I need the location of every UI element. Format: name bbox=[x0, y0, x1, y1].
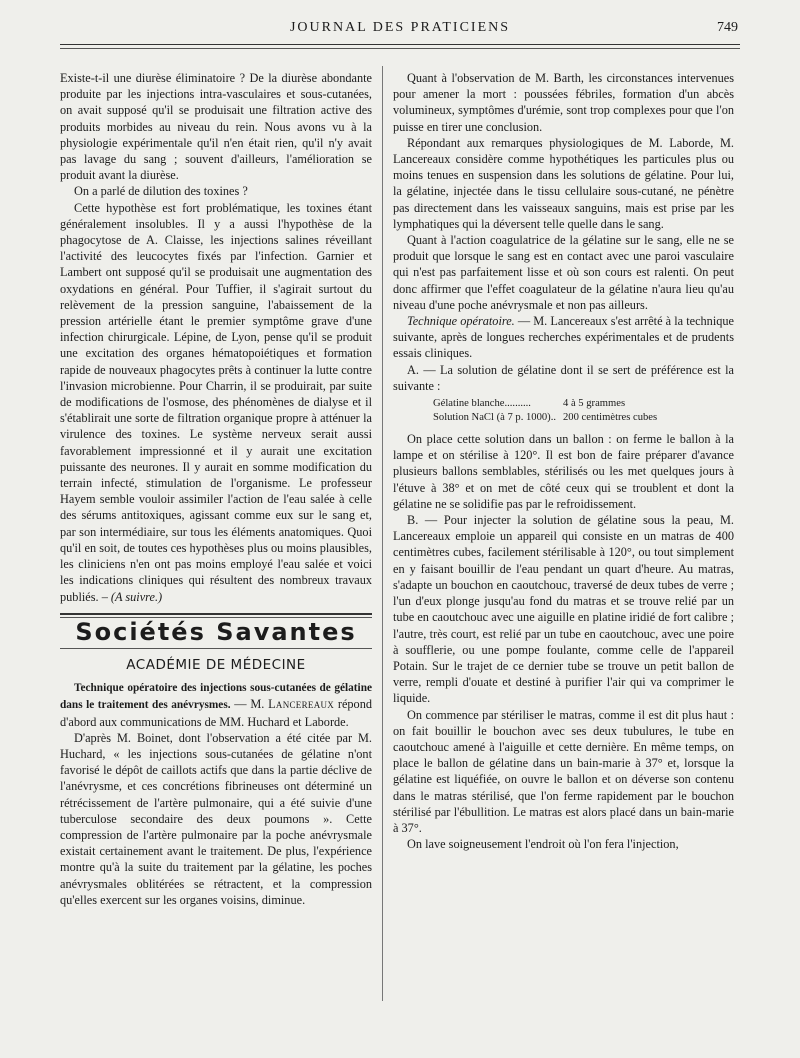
paragraph-diurese: Existe-t-il une diurèse éliminatoire ? De la diurèse abondante produite par les injections intra-vasculaires et sous-cutanées, on avait supposé qu'il se produisait une filtration active des produits morbides au niveau du rein. Nous avons vu à la physiologie expérimentale qu'il n'en était rien, qu'il n'y avait pas lavage du sang ; souvent d'ailleurs, l'amélioration se produit avant la diurèse. bbox=[60, 71, 372, 183]
journal-title: JOURNAL DES PRATICIENS bbox=[289, 20, 511, 35]
lead-dash: — M. bbox=[230, 697, 269, 712]
recipe-ingredient: Gélatine blanche.......... bbox=[433, 398, 531, 410]
paragraph-laborde: Répondant aux remarques physiologiques de M. Laborde, M. Lancereaux considère comme hypothétiques les particules plus ou moins tenues en suspension dans les solutions de gélatine. Pour lui, la gélatine, injectée dans le tissu cellulaire sous-cutané, ne pénètre pas directement dans les vaisseaux sanguins, mais est prise par les lymphatiques qui la déversent telle quelle dans le sang. bbox=[393, 135, 734, 231]
technique-text: — M. Lancereaux s'est arrêté à la technique suivante, après de longues recherches expérimentales et de prudents essais cliniques. bbox=[393, 314, 734, 361]
paragraph-coagulation: Quant à l'action coagulatrice de la gélatine sur le sang, elle ne se produit que lorsque le sang est en contact avec une paroi vasculaire qui n'est pas parfaitement lisse et où son cours est ralenti. On peut donc affirmer que l'effet coagulateur de la gélatine n'aura lieu qu'au niveau d'une poche anévrysmale et non pas ailleurs. bbox=[393, 233, 734, 312]
paragraph-solution: A. — La solution de gélatine dont il se sert de préférence est la suivante : bbox=[393, 362, 734, 393]
to-follow-note: – (A suivre.) bbox=[101, 589, 163, 604]
lead-rest: répond d'abord aux communications de MM. Huchard et Laborde. bbox=[60, 697, 373, 729]
recipe-ingredient: Solution NaCl (à 7 p. 1000).. bbox=[433, 412, 556, 424]
paragraph-lavage: On lave soigneusement l'endroit où l'on fera l'injection, bbox=[407, 837, 679, 852]
recipe-amount: 200 centimètres cubes bbox=[563, 412, 658, 424]
paragraph-boinet: D'après M. Boinet, dont l'observation a été citée par M. Huchard, « les injections sous-cutanées de gélatine n'ont favorisé le dépôt de caillots actifs que dans la partie déclive de l'anévrysme, et ces concrétions fibrineuses ont déterminé un rétrécissement de l'artère pulmonaire, qui a été suivie d'une tuberculose secondaire des deux poumons ». Cette compression de l'artère pulmonaire par la poche anévrysmale existait certainement avant le traitement. De plus, l'expérience montre qu'à la suite du traitement par la gélatine, les poches anévrysmales oblitérées se rétractent, et la compression qu'elles exercent sur les organes voisins, diminue. bbox=[60, 730, 372, 907]
paragraph-hypotheses bbox=[60, 200, 372, 605]
recipe-row bbox=[393, 411, 734, 425]
recipe-table bbox=[393, 397, 734, 425]
technique-label: Technique opératoire. bbox=[407, 314, 515, 329]
paragraph-appareil: B. — Pour injecter la solution de gélatine sous la peau, M. Lancereaux emploie un appareil qui consiste en un matras de 400 centimètres cubes, facilement stérilisable à 120°, ou tout simplement en y faisant bouillir de l'eau pendant un quart d'heure. Au matras, s'adapte un bouchon en caoutchouc, traversé de deux tubes de verre ; l'un d'eux plonge jusqu'au fond du matras et se trouve relié par un tube en caoutchouc avec une aiguille en platine iridié de fort calibre ; l'autre, très court, est relié par un tube en caoutchouc, avec une poire à soufflerie, ou une pompe foulante, comme celle de l'appareil Potain. Sur le trajet de ce dernier tube se trouve un petit ballon de verre, rempli d'ouate et destiné à purifier l'air qui va comprimer le liquide. bbox=[393, 513, 734, 706]
paragraph-barth: Quant à l'observation de M. Barth, les circonstances intervenues pour amener la mort : poussées fébriles, formation d'un abcès volumineux, symptômes d'urémie, sont trop complexes pour que l'on puisse en tirer une conclusion. bbox=[393, 71, 734, 134]
recipe-row bbox=[393, 397, 734, 411]
paragraph-technique bbox=[393, 313, 734, 362]
column-divider bbox=[382, 66, 383, 1001]
author-name: Lancereaux bbox=[268, 697, 335, 712]
header-rule bbox=[60, 44, 740, 45]
left-column bbox=[60, 70, 372, 908]
page-number: 749 bbox=[717, 20, 738, 35]
paragraph-dilution: On a parlé de dilution des toxines ? bbox=[74, 184, 248, 199]
recipe-amount: 4 à 5 grammes bbox=[563, 398, 626, 410]
section-title: Sociétés Savantes bbox=[75, 617, 357, 646]
section-title-rule bbox=[60, 648, 372, 649]
header-rule-thin bbox=[60, 48, 740, 49]
paragraph-ballon: On place cette solution dans un ballon : on ferme le ballon à la lampe et on stérilise à 120°. Il est bon de faire préparer d'avance plusieurs ballons semblables, stérilisés ou les met quelques jours à l'étuve à 38° et on met de côté ceux qui se troublent et dont la gélatine ne se solidifie pas par le refroidissement. bbox=[393, 432, 734, 511]
subsection-title: ACADÉMIE DE MÉDECINE bbox=[126, 656, 306, 673]
paragraph-lead bbox=[60, 679, 372, 730]
right-column bbox=[393, 70, 734, 852]
page-header bbox=[0, 0, 800, 50]
paragraph-sterilisation: On commence par stériliser le matras, comme il est dit plus haut : on fait bouillir le bouchon avec ses deux tubulures, le tube en caoutchouc amené à l'aiguille et cette dernière. En même temps, on place le ballon de gélatine dans un bain-marie à 37° et, lorsque la gélatine est liquéfiée, on ouvre le ballon et on déverse son contenu dans le matras stérilisé, que l'on ferme rapidement par le bouchon stérilisé par l'ébullition. Le matras est alors placé dans un bain-marie à 37°. bbox=[393, 707, 734, 835]
hypotheses-text: Cette hypothèse est fort problématique, les toxines étant généralement insolubles. Il y a aussi l'hypothèse de la phagocytose de A. Claisse, les injections salines réveillant l'activité des leucocytes fixés par l'infection. Garnier et Lambert ont supposé qu'il se produisait une augmentation des oxydations en général. Pour Tuffier, il s'agirait surtout du relèvement de la pression sanguine, l'abaissement de la pression artérielle étant le premier symptôme grave d'une infection chirurgicale. Lépine, de Lyon, pense qu'il se produit une excitation des organes hématopoiétiques et formation rapide de nouveaux phagocytes prêts à continuer la lutte contre l'invasion microbienne. Pour Charrin, il se produirait, par suite de modifications de l'osmose, des phénomènes de dialyse et il s'établirait une sorte de filtration organique propre à atténuer la virulence des toxines. Le système nerveux serait aussi favorablement impressionné et il y aurait une excitation puissante des neurones. Il y aurait en somme modification du terrain infecté, stimulation de l'organisme. Le professeur Hayem semble vouloir assimiler l'action de l'eau salée à celle des sérums antitoxiques, agissant comme eux sur le sang et, par son intermédiaire, sur tous les éléments anatomiques. Quoi qu'il en soit, de toutes ces hypothèses plus ou moins plausibles, les cliniciens n'en ont pas moins employé l'eau salée et voici les indications cliniques qui résultent des nombreux travaux publiés. bbox=[60, 200, 372, 604]
section-rule bbox=[60, 613, 372, 615]
article-headline: Technique opératoire des injections sous-cutanées de gélatine dans le traitement des anévrysmes. bbox=[60, 682, 372, 712]
